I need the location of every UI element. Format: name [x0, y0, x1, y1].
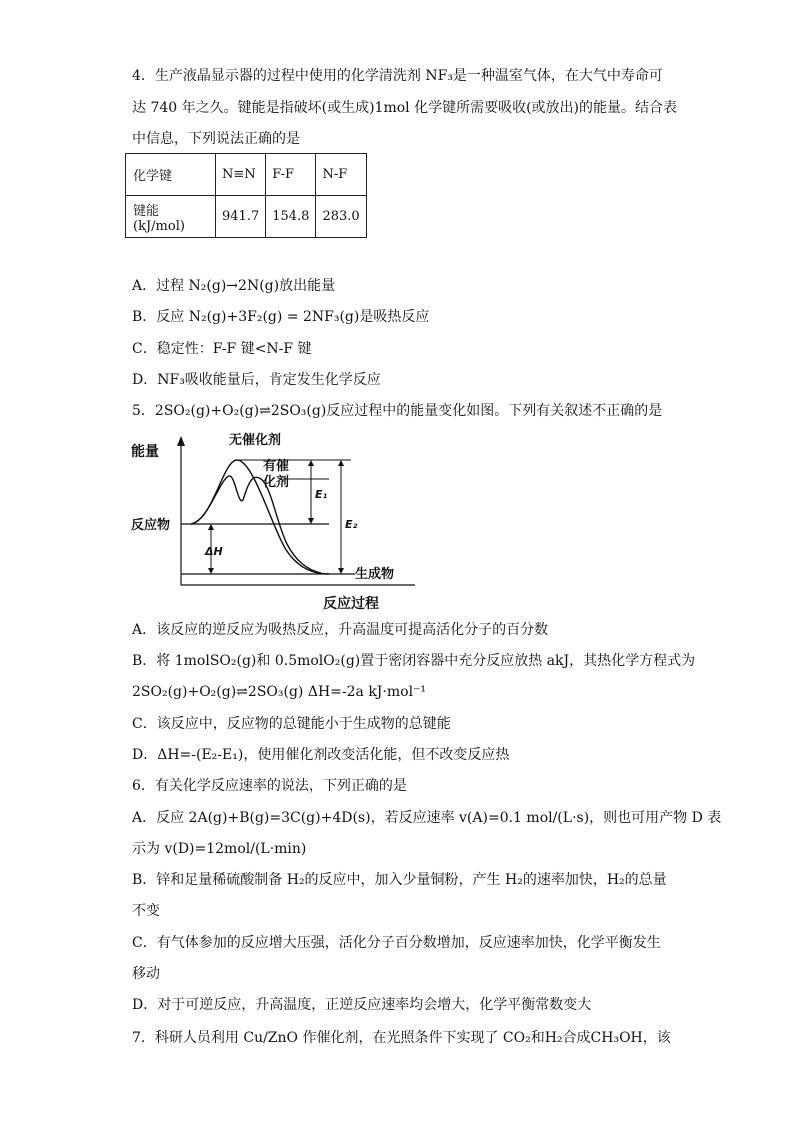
q6-stem: 6．有关化学反应速率的说法，下列正确的是: [132, 778, 407, 794]
table-cell: 键能(kJ/mol): [126, 196, 216, 238]
table-cell: N≡N: [216, 154, 266, 196]
q6-option-a-line2: 示为 v(D)=12mol/(L·min): [132, 841, 307, 857]
q5-option-d: D．ΔH=-(E₂-E₁)，使用催化剂改变活化能，但不改变反应热: [132, 747, 510, 763]
e2-label: E₂: [345, 518, 358, 531]
energy-diagram: [125, 428, 415, 614]
q6-option-d: D．对于可逆反应，升高温度，正逆反应速率均会增大，化学平衡常数变大: [132, 997, 592, 1013]
dh-label: ΔH: [205, 545, 223, 558]
bond-energy-table: [125, 153, 367, 238]
table-cell: 941.7: [216, 196, 266, 238]
q4-option-c: C．稳定性：F-F 键<N-F 键: [132, 341, 312, 357]
dh-arrow-head: [208, 524, 214, 530]
e1-label: E₁: [315, 488, 328, 501]
q5-option-a: A．该反应的逆反应为吸热反应，升高温度可提高活化分子的百分数: [132, 622, 549, 638]
q6-option-b-line2: 不变: [132, 903, 160, 919]
q4-stem-line3: 中信息，下列说法正确的是: [132, 131, 300, 147]
q6-option-c-line1: C．有气体参加的反应增大压强，活化分子百分数增加，反应速率加快，化学平衡发生: [132, 935, 661, 951]
q4-option-b: B．反应 N₂(g)+3F₂(g) = 2NF₃(g)是吸热反应: [132, 309, 430, 325]
q4-stem-line1: 4．生产液晶显示器的过程中使用的化学清洗剂 NF₃是一种温室气体，在大气中寿命可: [132, 68, 663, 84]
q6-option-c-line2: 移动: [132, 966, 160, 982]
catalyst-label-2: 化剂: [263, 475, 290, 490]
e2-arrow-head: [338, 460, 344, 466]
q5-option-b-line2: 2SO₂(g)+O₂(g)⇌2SO₃(g) ΔH=-2a kJ·mol⁻¹: [132, 684, 427, 700]
q5-option-b-line1: B．将 1molSO₂(g)和 0.5molO₂(g)置于密闭容器中充分反应放热 akJ，其热化学方程式为: [132, 653, 696, 669]
q7-stem: 7．科研人员利用 Cu/ZnO 作催化剂，在光照条件下实现了 CO₂和H₂合成CH₃OH，该: [132, 1030, 671, 1046]
table-cell: F-F: [266, 154, 316, 196]
table-header-row: [126, 154, 367, 196]
table-cell: 283.0: [316, 196, 366, 238]
q4-option-a: A．过程 N₂(g)→2N(g)放出能量: [132, 278, 336, 294]
reactant-label: 反应物: [131, 518, 171, 533]
e2-arrow-tail: [338, 568, 344, 574]
q5-stem: 5．2SO₂(g)+O₂(g)⇌2SO₃(g)反应过程中的能量变化如图。下列有关叙述不正确的是: [132, 403, 663, 419]
dh-arrow-tail: [208, 568, 214, 574]
catalyst-label-1: 有催: [263, 459, 290, 474]
e1-arrow-head: [308, 460, 314, 466]
table-row: [126, 196, 367, 238]
q4-option-d: D．NF₃吸收能量后，肯定发生化学反应: [132, 372, 381, 388]
y-axis-arrow: [177, 436, 185, 446]
q6-option-b-line1: B．锌和足量稀硫酸制备 H₂的反应中，加入少量铜粉，产生 H₂的速率加快，H₂的总量: [132, 872, 667, 888]
product-label: 生成物: [355, 567, 395, 582]
q4-stem-line2: 达 740 年之久。键能是指破坏(或生成)1mol 化学键所需要吸收(或放出)的能量。结合表: [132, 100, 678, 116]
q5-option-c: C．该反应中，反应物的总键能小于生成物的总键能: [132, 716, 451, 732]
table-cell: 154.8: [266, 196, 316, 238]
x-axis-label: 反应过程: [323, 596, 379, 612]
y-axis-label: 能量: [131, 444, 159, 460]
table-cell: 化学键: [126, 154, 216, 196]
q6-option-a-line1: A．反应 2A(g)+B(g)=3C(g)+4D(s)，若反应速率 v(A)=0.1 mol/(L·s)，则也可用产物 D 表: [132, 810, 722, 826]
e1-arrow-tail: [308, 518, 314, 524]
table-cell: N-F: [316, 154, 366, 196]
no-catalyst-label: 无催化剂: [229, 433, 282, 448]
